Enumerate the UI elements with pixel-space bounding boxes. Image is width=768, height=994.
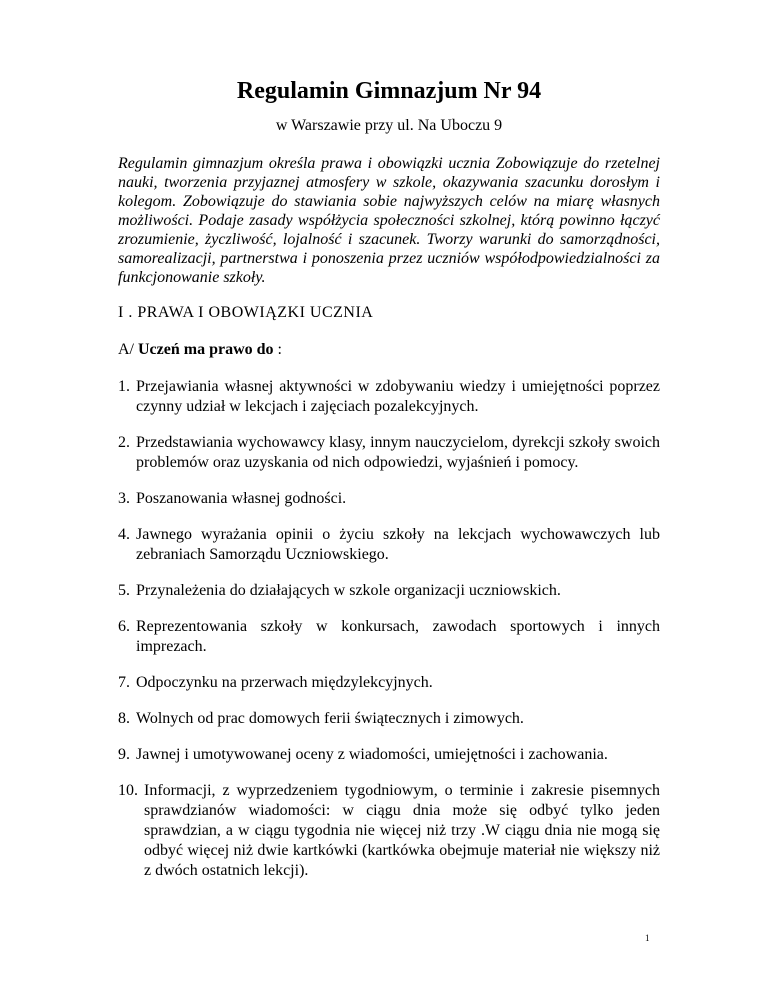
subsection-suffix: : — [273, 341, 282, 358]
list-item-number: 10. — [118, 782, 138, 799]
list-item — [118, 673, 660, 693]
document-page — [118, 76, 660, 897]
list-item-text: Przejawiania własnej aktywności w zdobywaniu wiedzy i umiejętności poprzez czynny udział w lekcjach i zajęciach pozalekcyjnych. — [136, 378, 660, 415]
list-item-number: 9. — [118, 746, 130, 763]
list-item-number: 4. — [118, 526, 130, 543]
list-item — [118, 377, 660, 417]
list-item-text: Reprezentowania szkoły w konkursach, zawodach sportowych i innych imprezach. — [136, 618, 660, 655]
list-item-text: Odpoczynku na przerwach międzylekcyjnych. — [136, 674, 433, 691]
list-item-text: Przedstawiania wychowawcy klasy, innym nauczycielom, dyrekcji szkoły swoich problemów oraz uzyskania od nich odpowiedzi, wyjaśnień i pomocy. — [136, 434, 660, 471]
intro-paragraph: Regulamin gimnazjum określa prawa i obowiązki ucznia Zobowiązuje do rzetelnej nauki, tworzenia przyjaznej atmosfery w szkole, okazywania szacunku dorosłym i kolegom. Zobowiązuje do stawiania sobie najwyższych celów na miarę własnych możliwości. Podaje zasady współżycia społeczności szkolnej, którą powinno łączyć zrozumienie, życzliwość, lojalność i szacunek. Tworzy warunki do samorządności, samorealizacji, partnerstwa i ponoszenia przez uczniów współodpowiedzialności za funkcjonowanie szkoły. — [118, 155, 660, 286]
list-item — [118, 709, 660, 729]
document-subtitle: w Warszawie przy ul. Na Uboczu 9 — [275, 117, 503, 134]
list-item-number: 7. — [118, 674, 130, 691]
list-item — [118, 617, 660, 657]
list-item — [118, 525, 660, 565]
list-item — [118, 489, 660, 509]
section-heading: I . PRAWA I OBOWIĄZKI UCZNIA — [118, 304, 374, 321]
list-item — [118, 581, 660, 601]
page-number: 1 — [645, 933, 650, 943]
list-item-number: 8. — [118, 710, 130, 727]
subsection-prefix: A/ — [118, 341, 138, 358]
list-item-number: 1. — [118, 378, 130, 395]
document-title: Regulamin Gimnazjum Nr 94 — [236, 78, 542, 104]
list-item-text: Jawnej i umotywowanej oceny z wiadomości, umiejętności i zachowania. — [136, 746, 608, 763]
list-item — [118, 781, 660, 881]
rights-list — [118, 377, 660, 881]
list-item-text: Jawnego wyrażania opinii o życiu szkoły na lekcjach wychowawczych lub zebraniach Samorządu Uczniowskiego. — [136, 526, 660, 563]
subsection-heading — [118, 340, 660, 360]
list-item-number: 5. — [118, 582, 130, 599]
list-item-number: 3. — [118, 490, 130, 507]
list-item-text: Przynależenia do działających w szkole organizacji uczniowskich. — [136, 582, 561, 599]
list-item-text: Poszanowania własnej godności. — [136, 490, 347, 507]
list-item — [118, 745, 660, 765]
list-item-number: 2. — [118, 434, 130, 451]
subsection-bold-label: Uczeń ma prawo do — [138, 341, 274, 358]
list-item-text: Informacji, z wyprzedzeniem tygodniowym, o terminie i zakresie pisemnych sprawdzianów wiadomości: w ciągu dnia może się odbyć tylko jeden sprawdzian, a w ciągu tygodnia nie więcej niż trzy .W ciągu dnia nie mogą się odbyć więcej niż dwie kartkówki (kartkówka obejmuje materiał nie większy niż z dwóch ostatnich lekcji). — [144, 782, 660, 879]
list-item-text: Wolnych od prac domowych ferii świątecznych i zimowych. — [136, 710, 524, 727]
list-item-number: 6. — [118, 618, 130, 635]
list-item — [118, 433, 660, 473]
